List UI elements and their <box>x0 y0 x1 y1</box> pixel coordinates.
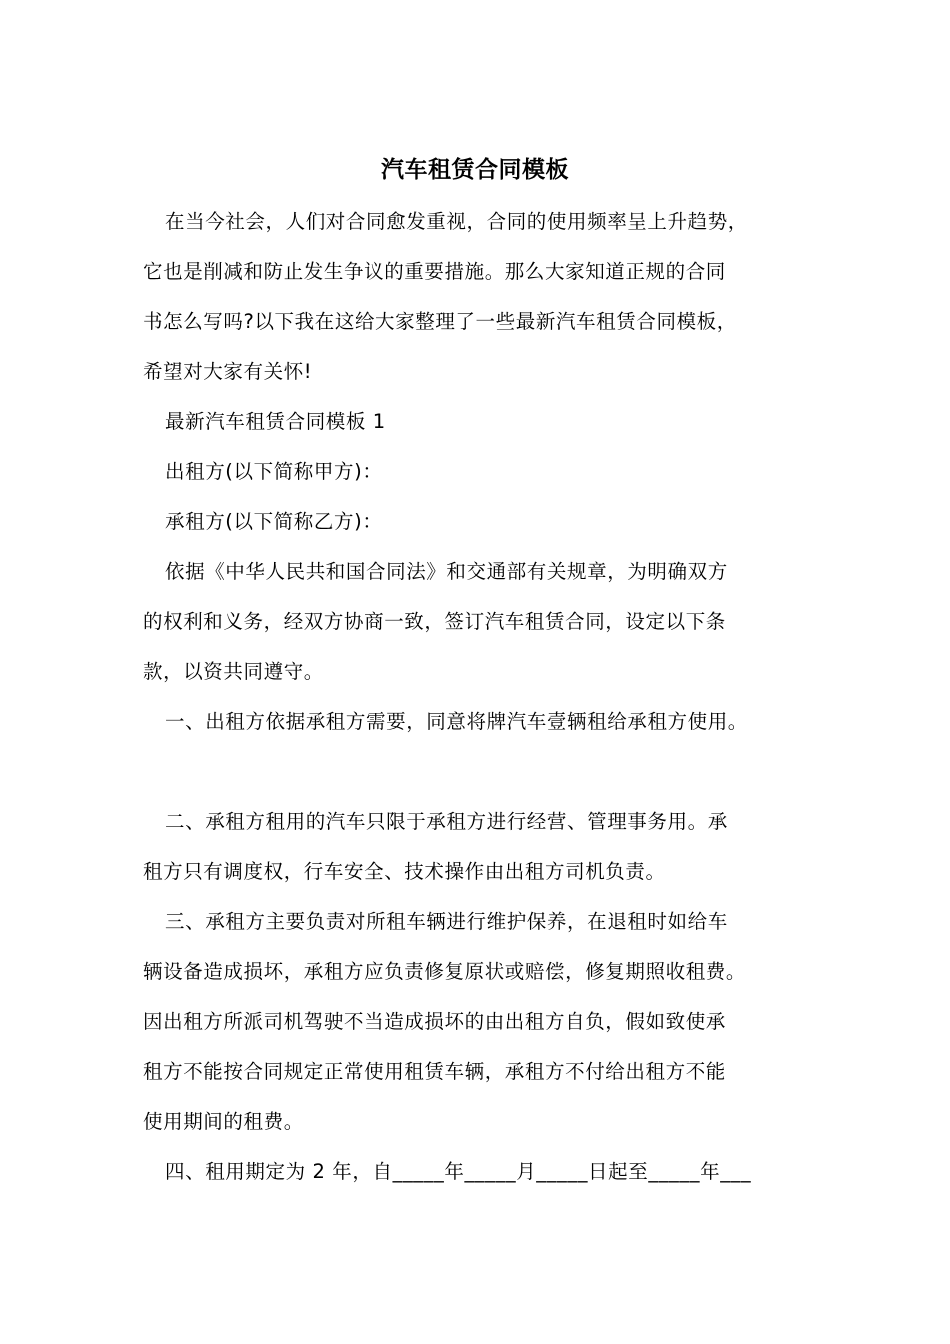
preamble-line-2: 的权利和义务，经双方协商一致，签订汽车租赁合同，设定以下条 <box>143 610 726 633</box>
intro-line-3: 书怎么写吗?以下我在这给大家整理了一些最新汽车租赁合同模板， <box>143 310 737 333</box>
preamble-line-1: 依据《中华人民共和国合同法》和交通部有关规章，为明确双方 <box>165 560 728 583</box>
clause-1-line-1: 一、出租方依据承租方需要，同意将牌汽车壹辆租给承租方使用。 <box>165 710 748 733</box>
intro-line-1: 在当今社会，人们对合同愈发重视，合同的使用频率呈上升趋势， <box>165 210 748 233</box>
clause-2-line-2: 租方只有调度权，行车安全、技术操作由出租方司机负责。 <box>143 860 666 883</box>
intro-line-4: 希望对大家有关怀! <box>143 360 313 383</box>
clause-4-line-1: 四、租用期定为 2 年，自_____年_____月_____日起至_____年___ <box>165 1160 752 1183</box>
lessee-line: 承租方(以下简称乙方)： <box>165 510 383 533</box>
clause-3-line-1: 三、承租方主要负责对所租车辆进行维护保养，在退租时如给车 <box>165 910 728 933</box>
preamble-line-3: 款，以资共同遵守。 <box>143 660 324 683</box>
clause-3-line-3: 因出租方所派司机驾驶不当造成损坏的由出租方自负，假如致使承 <box>143 1010 726 1033</box>
document-title: 汽车租赁合同模板 <box>381 157 569 183</box>
clause-2-line-1: 二、承租方租用的汽车只限于承租方进行经营、管理事务用。承 <box>165 810 728 833</box>
clause-3-line-4: 租方不能按合同规定正常使用租赁车辆，承租方不付给出租方不能 <box>143 1060 726 1083</box>
clause-3-line-5: 使用期间的租费。 <box>143 1110 304 1133</box>
intro-line-2: 它也是削减和防止发生争议的重要措施。那么大家知道正规的合同 <box>143 260 726 283</box>
clause-3-line-2: 辆设备造成损坏，承租方应负责修复原状或赔偿，修复期照收租费。 <box>143 960 747 983</box>
section-heading: 最新汽车租赁合同模板 1 <box>165 410 386 433</box>
lessor-line: 出租方(以下简称甲方)： <box>165 460 383 483</box>
